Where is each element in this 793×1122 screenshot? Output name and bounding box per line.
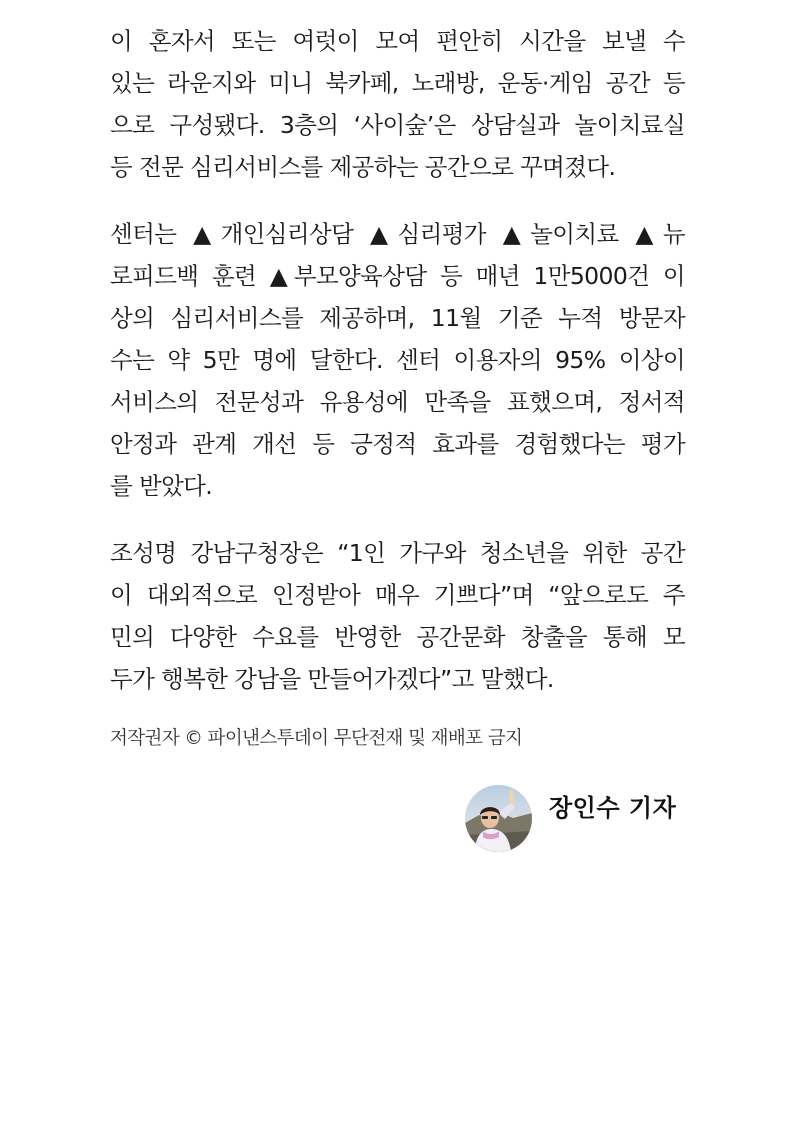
- paragraph-line: 수는 약 5만 명에 달한다. 센터 이용자의 95% 이상이: [110, 346, 685, 374]
- paragraph-line: 서비스의 전문성과 유용성에 만족을 표했으며, 정서적: [110, 388, 685, 416]
- paragraph-line: 상의 심리서비스를 제공하며, 11월 기준 누적 방문자: [110, 304, 685, 332]
- paragraph-line: 센터는 ▲개인심리상담 ▲심리평가 ▲놀이치료 ▲뉴: [110, 220, 685, 248]
- paragraph-line: 이 대외적으로 인정받아 매우 기쁘다”며 “앞으로도 주: [110, 581, 685, 609]
- paragraph-line: 두가 행복한 강남을 만들어가겠다”고 말했다.: [110, 665, 554, 693]
- article-paragraph-2: [110, 213, 685, 507]
- paragraph-line: 로피드백 훈련 ▲부모양육상담 등 매년 1만5000건 이: [110, 262, 685, 290]
- paragraph-line: 있는 라운지와 미니 북카페, 노래방, 운동·게임 공간 등: [110, 69, 685, 97]
- reporter-avatar[interactable]: [465, 785, 532, 852]
- paragraph-line: 으로 구성됐다. 3층의 ‘사이숲’은 상담실과 놀이치료실: [110, 111, 685, 139]
- article-paragraph-1: [110, 20, 685, 188]
- paragraph-line: 이 혼자서 또는 여럿이 모여 편안히 시간을 보낼 수: [110, 27, 685, 55]
- paragraph-line: 를 받았다.: [110, 472, 213, 500]
- reporter-photo-icon: [465, 785, 532, 852]
- paragraph-line: 민의 다양한 수요를 반영한 공간문화 창출을 통해 모: [110, 623, 685, 651]
- paragraph-line: 등 전문 심리서비스를 제공하는 공간으로 꾸며졌다.: [110, 153, 616, 181]
- reporter-name[interactable]: 장인수 기자: [549, 794, 677, 822]
- paragraph-line: 안정과 관계 개선 등 긍정적 효과를 경험했다는 평가: [110, 430, 685, 458]
- reporter-byline: [465, 785, 687, 853]
- copyright-notice: 저작권자 © 파이낸스투데이 무단전재 및 재배포 금지: [110, 728, 523, 749]
- article-paragraph-3: [110, 532, 685, 700]
- article-body: [110, 20, 685, 753]
- paragraph-line: 조성명 강남구청장은 “1인 가구와 청소년을 위한 공간: [110, 539, 685, 567]
